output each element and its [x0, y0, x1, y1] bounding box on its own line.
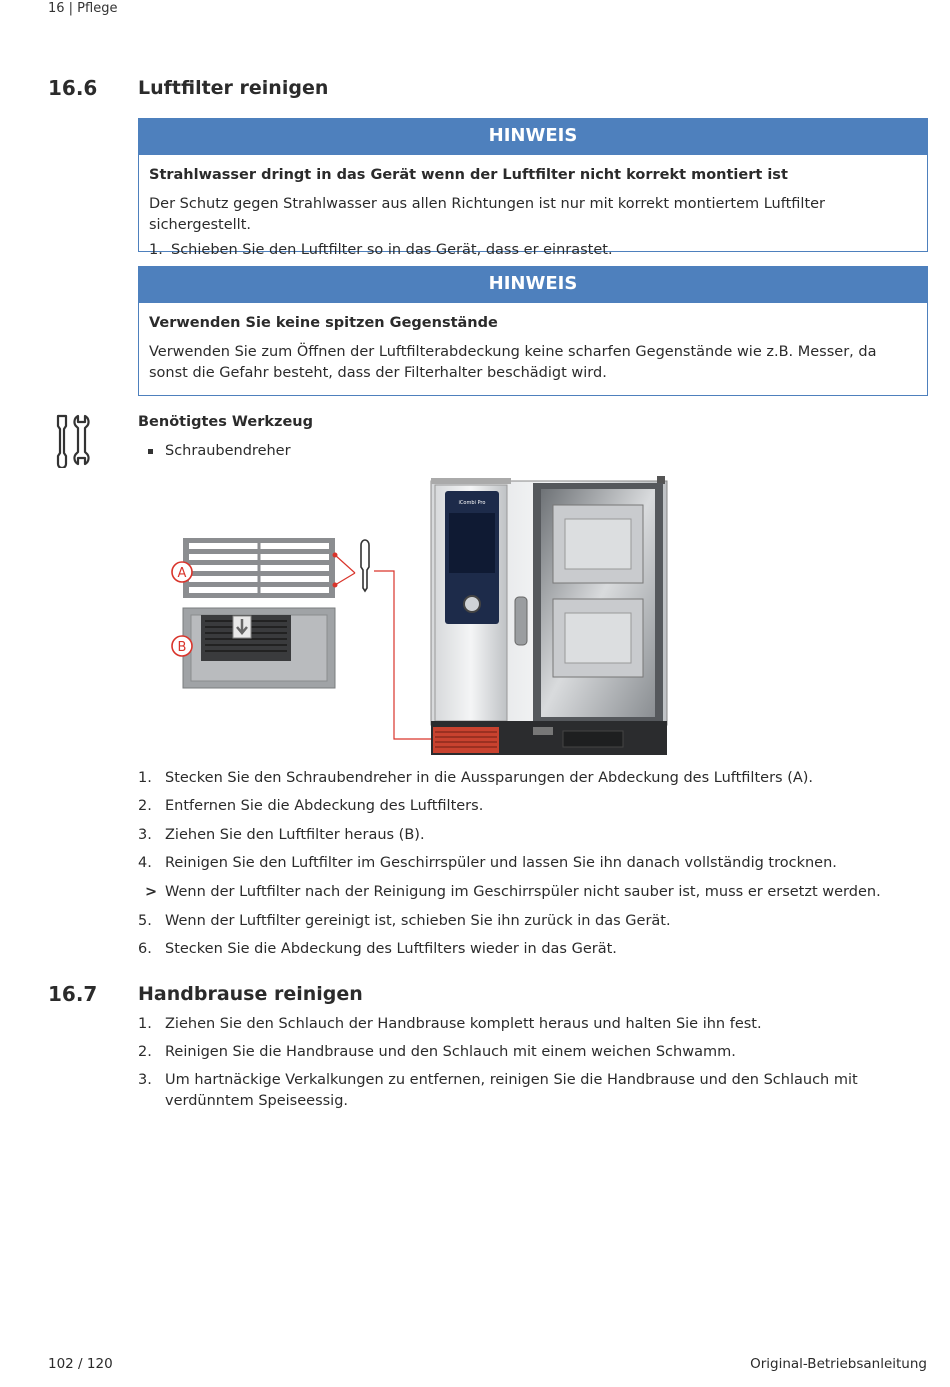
filter-cover-a	[183, 538, 335, 598]
air-filter-illustration	[165, 475, 675, 764]
wrench-screwdriver-icon	[54, 414, 92, 472]
step-text: Um hartnäckige Verkalkungen zu entfernen, reinigen Sie die Handbrause und den Schlauch mit verdünntem Speiseessig.	[165, 1072, 858, 1109]
step-number: 5.	[138, 913, 152, 929]
filter-holder-b	[183, 608, 335, 688]
step-text: Ziehen Sie den Luftfilter heraus (B).	[165, 827, 425, 843]
step-number: 3.	[138, 1072, 152, 1088]
screwdriver-icon	[333, 540, 370, 591]
result-marker: >	[145, 884, 158, 900]
tool-list-item	[148, 443, 291, 459]
notice-heading: HINWEIS	[139, 119, 927, 155]
step-text: Entfernen Sie die Abdeckung des Luftfilters.	[165, 798, 484, 814]
step-result	[138, 882, 918, 903]
step-number: 2.	[138, 1044, 152, 1060]
step-number: 1.	[149, 242, 163, 258]
section-title: Luftfilter reinigen	[138, 77, 329, 99]
notice-heading: HINWEIS	[139, 267, 927, 303]
bullet	[148, 449, 153, 454]
callout-a: A	[177, 566, 187, 581]
oven-brand: iCombi Pro	[458, 500, 486, 506]
step-item	[138, 768, 918, 789]
tools-heading: Benötigtes Werkzeug	[138, 414, 313, 430]
callout-b: B	[177, 640, 187, 655]
step-number: 1.	[138, 1016, 152, 1032]
notice-subheading: Verwenden Sie keine spitzen Gegenstände	[149, 315, 498, 331]
notice-subheading: Strahlwasser dringt in das Gerät wenn der Luftfilter nicht korrekt montiert ist	[149, 167, 788, 183]
notice-text: Verwenden Sie zum Öffnen der Luftfilterabdeckung keine scharfen Gegenstände wie z.B. Messer, da sonst die Gefahr besteht, dass der Filterhalter beschädigt wird.	[149, 344, 877, 381]
step-text: Stecken Sie den Schraubendreher in die Aussparungen der Abdeckung des Luftfilters (A).	[165, 770, 814, 786]
step-item	[138, 853, 918, 874]
step-item	[138, 825, 918, 846]
step-number: 1.	[138, 770, 152, 786]
step-text: Stecken Sie die Abdeckung des Luftfilters wieder in das Gerät.	[165, 941, 617, 957]
step-number: 4.	[138, 855, 152, 871]
step-text: Wenn der Luftfilter gereinigt ist, schieben Sie ihn zurück in das Gerät.	[165, 913, 671, 929]
step-number: 3.	[138, 827, 152, 843]
notice-box	[138, 118, 928, 258]
step-item	[138, 1042, 918, 1063]
page-number: 102 / 120	[48, 1356, 113, 1372]
step-text: Reinigen Sie die Handbrause und den Schlauch mit einem weichen Schwamm.	[165, 1044, 736, 1060]
notice-step	[149, 240, 917, 261]
tool-name: Schraubendreher	[165, 443, 291, 459]
combi-oven	[431, 476, 667, 755]
step-item	[138, 1070, 918, 1112]
step-text: Reinigen Sie den Luftfilter im Geschirrspüler und lassen Sie ihn danach vollständig trocknen.	[165, 855, 837, 871]
step-item	[138, 1014, 918, 1035]
step-text: Ziehen Sie den Schlauch der Handbrause komplett heraus und halten Sie ihn fest.	[165, 1016, 762, 1032]
step-item	[138, 796, 918, 817]
section-number: 16.6	[48, 76, 98, 100]
notice-box	[138, 266, 928, 396]
step-text: Schieben Sie den Luftfilter so in das Gerät, dass er einrastet.	[171, 242, 613, 258]
document-title: Original-Betriebsanleitung	[750, 1356, 927, 1372]
section-number: 16.7	[48, 982, 98, 1006]
running-header: 16 | Pflege	[48, 1, 118, 16]
step-number: 2.	[138, 798, 152, 814]
notice-text: Der Schutz gegen Strahlwasser aus allen Richtungen ist nur mit korrekt montiertem Luftfilter sichergestellt.	[149, 196, 826, 233]
step-item	[138, 911, 918, 932]
section-title: Handbrause reinigen	[138, 983, 363, 1005]
step-text: Wenn der Luftfilter nach der Reinigung im Geschirrspüler nicht sauber ist, muss er ersetzt werden.	[165, 884, 881, 900]
step-number: 6.	[138, 941, 152, 957]
step-item	[138, 939, 918, 960]
